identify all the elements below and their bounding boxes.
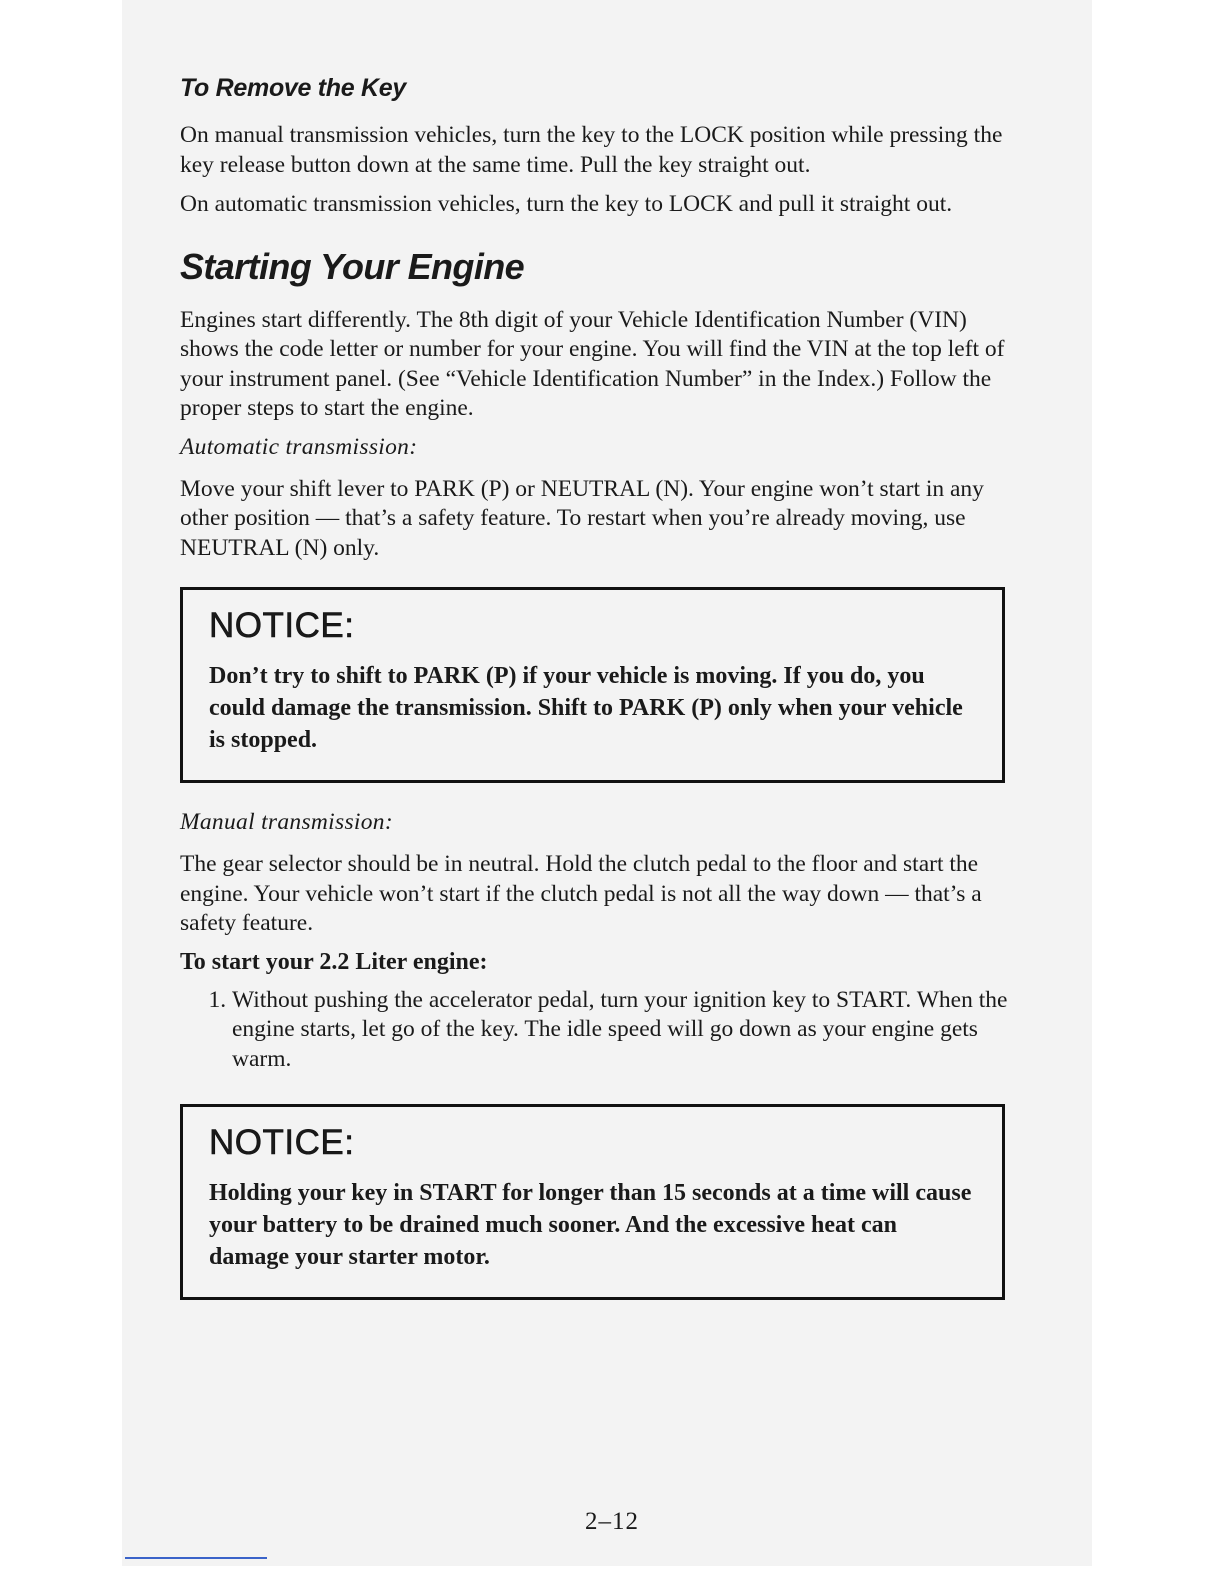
remove-key-para-automatic: On automatic transmission vehicles, turn the key to LOCK and pull it straight out. <box>180 191 953 217</box>
manual-text: The gear selector should be in neutral. Hold the clutch pedal to the floor and start the engine. Your vehicle won’t start if the clutch pedal is not all the way down — that’s a safety feature. <box>180 851 982 936</box>
start-steps-list <box>180 986 1010 1075</box>
notice-title: NOTICE: <box>209 606 355 645</box>
automatic-label: Automatic transmission: <box>180 433 418 460</box>
notice-title: NOTICE: <box>209 1123 355 1162</box>
manual-label: Manual transmission: <box>180 809 393 835</box>
page-number: 2–12 <box>585 1508 639 1535</box>
remove-key-para-manual: On manual transmission vehicles, turn the key to the LOCK position while pressing the key release button down at the same time. Pull the key straight out. <box>180 122 1003 178</box>
automatic-text: Move your shift lever to PARK (P) or NEUTRAL (N). Your engine won’t start in any other position — that’s a safety feature. To restart when you’re already moving, use NEUTRAL (N) only. <box>180 475 984 561</box>
engine-subheading: To start your 2.2 Liter engine: <box>180 948 488 975</box>
page-content <box>180 74 1010 1326</box>
notice-box-start <box>180 1104 1005 1300</box>
list-item: 1. Without pushing the accelerator pedal, turn your ignition key to START. When the engine starts, let go of the key. The idle speed will go down as your engine gets warm. <box>232 986 1010 1075</box>
notice-box-park <box>180 587 1005 783</box>
notice-text: Holding your key in START for longer than 15 seconds at a time will cause your battery to be drained much sooner. And the excessive heat can damage your starter motor. <box>209 1180 972 1270</box>
notice-text: Don’t try to shift to PARK (P) if your vehicle is moving. If you do, you could damage the transmission. Shift to PARK (P) only when your vehicle is stopped. <box>209 663 963 753</box>
remove-key-heading: To Remove the Key <box>180 74 406 102</box>
link-underline[interactable] <box>125 1557 267 1559</box>
starting-intro: Engines start differently. The 8th digit of your Vehicle Identification Number (VIN) shows the code letter or number for your engine. You will find the VIN at the top left of your instrument panel. (See “Vehicle Identification Number” in the Index.) Follow the proper steps to start the engine. <box>180 306 1005 421</box>
section-title: Starting Your Engine <box>180 245 525 287</box>
